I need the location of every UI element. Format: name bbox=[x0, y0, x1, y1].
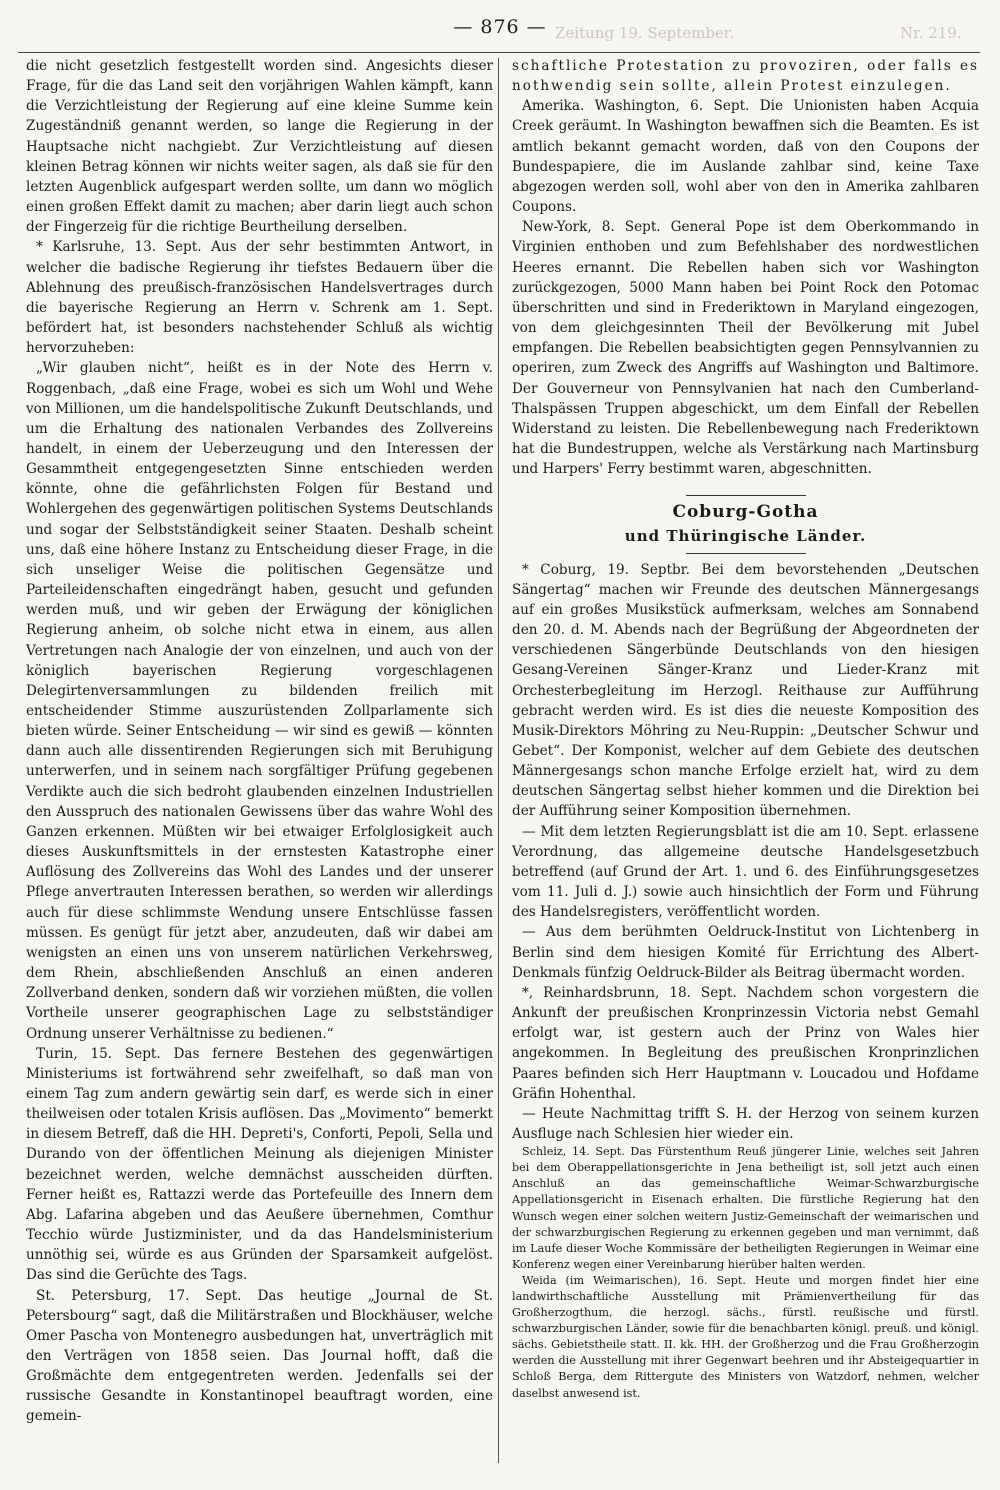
coburg-articles bbox=[512, 560, 979, 1145]
article-paragraph: *, Reinhardsbrunn, 18. Sept. Nachdem schon vorgestern die Ankunft der preußischen Kronprinzessin Victoria nebst Gemahl erfolgt war, ist gestern auch der Prinz von Wales hier angekommen. In Begleitung des preußischen Kronprinzlichen Paares befinden sich Herr Hauptmann v. Loucadou und Hofdame Gräfin Hohenthal. bbox=[512, 984, 979, 1102]
page-header bbox=[0, 14, 1000, 50]
article-paragraph: * Karlsruhe, 13. Sept. Aus der sehr bestimmten Antwort, in welcher die badische Regierung ihr tiefstes Bedauern über die Ablehnung des preußisch-französischen Handelsvertrages durch die bayerische Regierung an Herrn v. Schrenk am 1. Sept. befördert hat, ist besonders nachstehender Schluß als wichtig hervorzuheben: bbox=[26, 239, 493, 357]
small-print-paragraph: Schleiz, 14. Sept. Das Fürstenthum Reuß jüngerer Linie, welches seit Jahren bei dem Oberappellationsgerichte in Jena betheiligt ist, soll jetzt auch einen Anschluß an das gemeinschaftliche Weimar-Schwarzburgische Appellationsgericht in Eisenach erhalten. Die fürstliche Regierung hat den Wunsch wegen einer solchen weitern Justiz-Gemeinschaft der weimarischen und der schwarzburgischen Regierung zu erkennen gegeben und man vernimmt, daß im Laufe dieser Woche Kommissäre der betheiligten Regierungen in Weimar eine Konferenz wegen einer Vereinbarung hierüber halten werden. bbox=[512, 1145, 979, 1271]
article-paragraph: schaftliche Protestation zu provoziren, oder falls es nothwendig sein sollte, allein Protest einzulegen. bbox=[512, 58, 979, 95]
right-column-articles bbox=[512, 56, 979, 479]
article-paragraph: — Heute Nachmittag trifft S. H. der Herzog von seinem kurzen Ausfluge nach Schlesien hier wieder ein. bbox=[512, 1105, 979, 1142]
article-paragraph: New-York, 8. Sept. General Pope ist dem Oberkommando in Virginien enthoben und zum Befehlshaber des nordwestlichen Heeres ernannt. Die Rebellen haben sich vor Washington zurückgezogen, 5000 Mann haben bei Point Rock den Potomac überschritten und sind in Frederiktown in Maryland eingezogen, von dem gleichgesinnten Theil der Bevölkerung mit Jubel empfangen. Die Rebellen beabsichtigten gegen Pennsylvannien zu operiren, zum Zweck des Angriffs auf Washington und Baltimore. Der Gouverneur von Pennsylvanien hat nach den Cumberland-Thalspässen Truppen abgeschickt, um dem Einfall der Rebellen Widerstand zu leisten. Die Rebellenbewegung nach Frederiktown hat die Bundestruppen, welche als Verstärkung nach Martinsburg und Harpers' Ferry bestimmt waren, abgeschnitten. bbox=[512, 219, 979, 478]
article-paragraph: Amerika. Washington, 6. Sept. Die Unionisten haben Acquia Creek geräumt. In Washington bewaffnen sich die Beamten. Es ist amtlich bekannt gemacht worden, daß von den Coupons der Bundespapiere, die im Auslande zahlbar sind, keine Taxe abgezogen werden soll, wohl aber von den in Amerika zahlbaren Coupons. bbox=[512, 98, 979, 216]
article-paragraph: — Mit dem letzten Regierungsblatt ist die am 10. Sept. erlassene Verordnung, das allgemeine deutsche Handelsgesetzbuch betreffend (auf Grund der Art. 1. und 6. des Einführungsgesetzes vom 11. Juli d. J.) sowie auch hinsichtlich der Form und Führung des Handelsregisters, veröffentlicht worden. bbox=[512, 823, 979, 921]
article-paragraph: die nicht gesetzlich festgestellt worden sind. Angesichts dieser Frage, für die das Land seit den vorjährigen Wahlen kämpft, kann die Verzichtleistung der Regierung auf eine kleine Summe kein Zugeständniß genannt werden, so lange die Regierung in der Hauptsache nicht nachgiebt. Zur Verzichtleistung auf diesen kleinen Betrag können wir nichts weiter sagen, als daß sie für den letzten Augenblick aufgespart werden sollte, um dann wo möglich einen großen Effekt damit zu machen; aber darin liegt auch schon der Fingerzeig für die richtige Beurtheilung derselben. bbox=[26, 58, 493, 236]
article-paragraph: — Aus dem berühmten Oeldruck-Institut von Lichtenberg in Berlin sind dem hiesigen Komité für Errichtung des Albert-Denkmals fünfzig Oeldruck-Bilder als Beitrag übermacht worden. bbox=[512, 924, 979, 981]
section-subtitle: und Thüringische Länder. bbox=[624, 527, 867, 546]
bleed-through-text: Zeitung 19. September. bbox=[555, 24, 735, 42]
small-print-articles bbox=[512, 1144, 979, 1402]
section-heading bbox=[512, 495, 979, 553]
article-paragraph: St. Petersburg, 17. Sept. Das heutige „Journal de St. Petersbourg“ sagt, daß die Militärstraßen und Blockhäuser, welche Omer Pascha von Montenegro ausbedungen hat, unverträglich mit den Verträgen von 1858 seien. Das Journal hofft, daß die Großmächte dem entgegentreten werden. Jedenfalls sei der russische Gesandte in Konstantinopel beauftragt worden, eine gemein- bbox=[26, 1287, 493, 1425]
small-print-paragraph: Weida (im Weimarischen), 16. Sept. Heute und morgen findet hier eine landwirthschaftliche Ausstellung mit Prämienvertheilung für das Großherzogthum, die herzogl. sächs., fürstl. reußische und fürstl. schwarzburgischen Länder, sowie für die benachbarten königl. preuß. und königl. sächs. Gebietstheile statt. II. kk. HH. der Großherzog und die Frau Großherzogin werden die Ausstellung mit ihrer Gegenwart beehren und ihr Absteigequartier in Schloß Berga, dem Rittergute des Ministers von Watzdorf, nehmen, welcher daselbst anwesend ist. bbox=[512, 1273, 979, 1400]
column-divider bbox=[498, 58, 499, 1463]
bleed-through-issue-number: Nr. 219. bbox=[900, 24, 962, 42]
header-rule bbox=[18, 52, 980, 53]
left-column bbox=[26, 56, 493, 1427]
section-title: Coburg-Gotha bbox=[672, 502, 819, 523]
article-paragraph: „Wir glauben nicht“, heißt es in der Note des Herrn v. Roggenbach, „daß eine Frage, wobei es sich um Wohl und Wehe von Millionen, um die handelspolitische Zukunft Deutschlands, und um die Erhaltung des nationalen Verbandes des Zollvereins handelt, in einem der Ueberzeugung und den Interessen der Gesammtheit entgegengesetzten Sinne entschieden werden könnte, ohne die gefährlichsten Folgen für Bestand und Wohlergehen des gegenwärtigen politischen Systems Deutschlands und sogar der Selbstständigkeit seiner Staaten. Deshalb scheint uns, daß eine höhere Instanz zu Entscheidung dieser Frage, in die sich unseliger Weise die politischen Gegensätze und Parteileidenschaften eingedrängt haben, gesucht und gefunden werden muß, und wir geben der Erwägung der königlichen Regierung anheim, ob solche nicht etwa in einem, aus allen Vertretungen nach Analogie der von einzelnen, und auch von der königlich bayerischen Regierung vorgeschlagenen Delegirtenversammlungen zu bildenden freilich mit entscheidender Stimme auszurüstenden Zollparlamente sich bieten würde. Seiner Entscheidung — wir sind es gewiß — könnten dann auch alle dissentirenden Regierungen sich mit Beruhigung unterwerfen, und in seinem nach sorgfältiger Prüfung gegebenen Verdikte auch die sich bedroht glaubenden einzelnen Industriellen den Ausspruch des nationalen Gewissens über das wahre Wohl des Ganzen erkennen. Müßten wir bei etwaiger Erfolglosigkeit auch dieses Auskunftsmittels in der ernstesten Katastrophe einer Auflösung des Zollvereins das Wohl des Landes und der unserer Pflege anvertrauten Interessen berathen, so werden wir allerdings auch für diese schlimmste Wendung unsere Entschlüsse fassen müssen. Es genügt für jetzt aber, anzudeuten, daß wir dabei am wenigsten an einen uns von unserem natürlichen Verkehrsweg, dem Rhein, abschließenden Anschluß an einen anderen Zollverband denken, sondern daß wir vorziehen müßten, die vollen Vortheile unserer geographischen Lage zu selbstständiger Ordnung unserer Verhältnisse zu bedienen.“ bbox=[26, 360, 493, 1042]
article-paragraph: * Coburg, 19. Septbr. Bei dem bevorstehenden „Deutschen Sängertag“ machen wir Freunde des deutschen Männergesangs auf ein großes Musikstück aufmerksam, welches am Sonnabend den 20. d. M. Abends nach der Begrüßung der Abgeordneten der verschiedenen Sängerbünde Deutschlands von den hiesigen Gesang-Vereinen Sänger-Kranz und Lieder-Kranz mit Orchesterbegleitung im Herzogl. Reithause zur Aufführung gebracht werden wird. Es ist dies die neueste Komposition des Musik-Direktors Möhring zu Neu-Ruppin: „Deutscher Schwur und Gebet“. Der Komponist, welcher auf dem Gebiete des deutschen Männergesangs schon manche Erfolge erzielt hat, wird zu dem deutschen Sängertag selbst hieher kommen und die Direktion bei der Aufführung seiner Komposition übernehmen. bbox=[512, 561, 979, 820]
section-rule-bottom bbox=[686, 553, 806, 554]
right-column bbox=[512, 56, 979, 1402]
article-paragraph: Turin, 15. Sept. Das fernere Bestehen des gegenwärtigen Ministeriums ist fortwährend sehr zweifelhaft, so daß man von einem Tag zum andern gewärtig sein darf, es werde sich in einer theilweisen oder totalen Krisis auflösen. Das „Movimento“ bemerkt in diesem Betreff, daß die HH. Depreti's, Conforti, Pepoli, Sella und Durando von der öffentlichen Meinung als diejenigen Minister bezeichnet werden, welche demnächst ausscheiden dürften. Ferner heißt es, Rattazzi werde das Portefeuille des Innern dem Abg. Lafarina abgeben und das Aeußere übernehmen, Comthur Tecchio würde Justizminister, und da das Handelsministerium unnöthig sei, würde es aus Gründen der Sparsamkeit aufgelöst. Das sind die Gerüchte des Tags. bbox=[26, 1045, 493, 1284]
section-rule-top bbox=[686, 495, 806, 496]
page-number: — 876 — bbox=[453, 16, 547, 38]
